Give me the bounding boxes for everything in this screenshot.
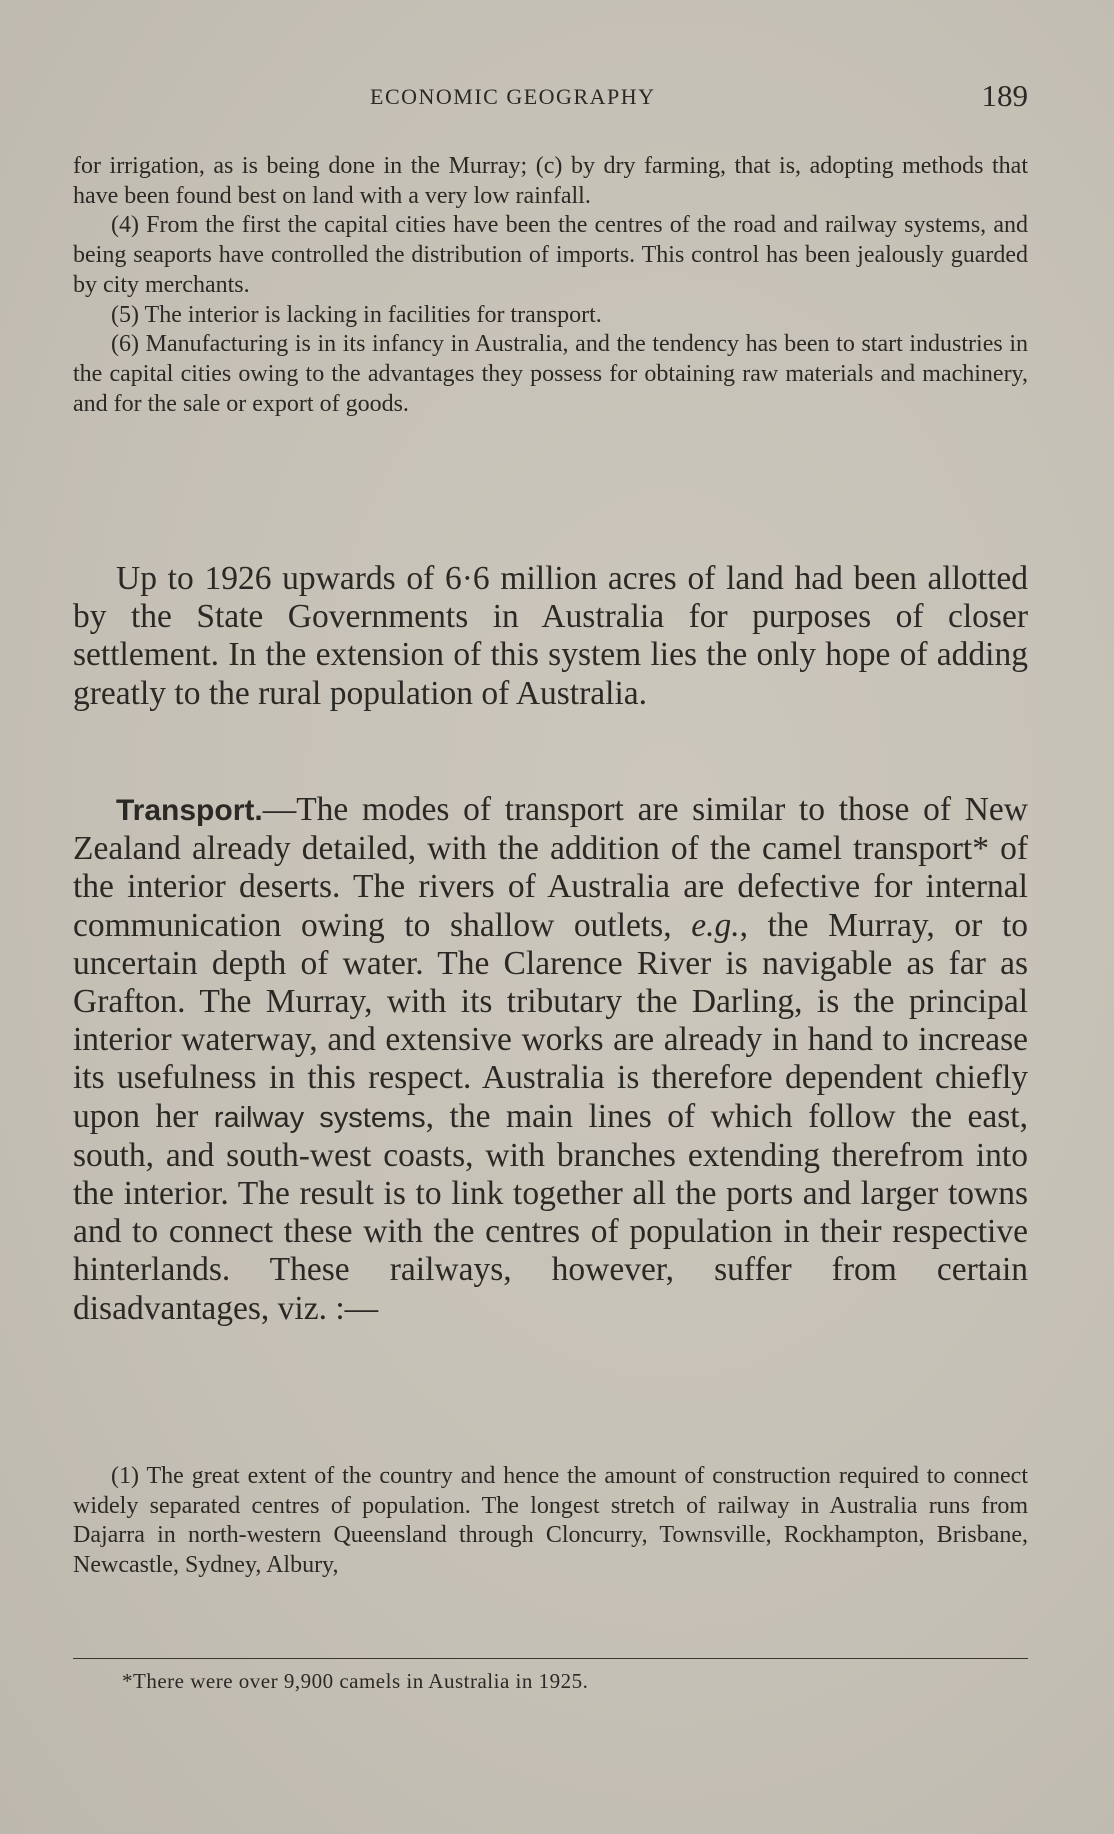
footnote-divider <box>73 1658 1028 1659</box>
transport-text-2: , the Murray, or to uncertain depth of water. The Clarence River is navigable as far as Grafton. The Murray, with its tributary the Darling, is the principal interior waterway, and extensive works are already in hand to increase its usefulness in this respect. Australia is therefore dependent chiefly upon her <box>73 906 1028 1135</box>
transport-section <box>73 791 1028 1328</box>
list-item-3-continued: for irrigation, as is being done in the Murray; (c) by dry farming, that is, adopting methods that have been found best on land with a very low rainfall. <box>73 153 1028 209</box>
transport-eg: e.g. <box>691 906 740 944</box>
transport-text-1: —The modes of transport are similar to those of New Zealand already detailed, with the addition of the camel transport* of the interior deserts. The rivers of Australia are defective for internal communication owing to shallow outlets, <box>73 791 1028 944</box>
transport-text-3: , the main lines of which follow the east, south, and south-west coasts, with branches extending therefrom into the interior. The result is to link together all the ports and larger towns and to connect these with the centres of population in their respective hinterlands. These railways, however, suffer from certain disadvantages, viz. :— <box>73 1097 1028 1327</box>
settlement-paragraph-block <box>73 560 1028 713</box>
transport-paragraph <box>73 791 1028 1328</box>
settlement-paragraph: Up to 1926 upwards of 6·6 million acres of land had been allotted by the State Governments in Australia for purposes of closer settlement. In the extension of this system lies the only hope of adding greatly to the rural population of Australia. <box>73 560 1028 712</box>
footnote: *There were over 9,900 camels in Australia in 1925. <box>122 1669 589 1693</box>
disadvantages-list <box>73 1462 1028 1581</box>
disadvantage-1: (1) The great extent of the country and hence the amount of construction required to connect widely separated centres of population. The longest stretch of railway in Australia runs from Dajarra in north-western Queensland through Cloncurry, Townsville, Rockhampton, Brisbane, Newcastle, Sydney, Albury, <box>73 1463 1028 1579</box>
running-title: ECONOMIC GEOGRAPHY <box>370 84 656 109</box>
page-number: 189 <box>981 78 1028 113</box>
transport-heading: Transport. <box>116 794 263 827</box>
railway-systems-term: railway systems <box>213 1101 426 1134</box>
list-item-6: (6) Manufacturing is in its infancy in Australia, and the tendency has been to start industries in the capital cities owing to the advantages they possess for obtaining raw materials and machinery, and for the sale or export of goods. <box>73 331 1028 417</box>
page-header <box>70 78 1028 124</box>
list-continued <box>73 152 1028 419</box>
list-item-4: (4) From the first the capital cities have been the centres of the road and railway systems, and being seaports have controlled the distribution of imports. This control has been jealously guarded by city merchants. <box>73 212 1028 298</box>
list-item-5: (5) The interior is lacking in facilities for transport. <box>111 301 602 328</box>
